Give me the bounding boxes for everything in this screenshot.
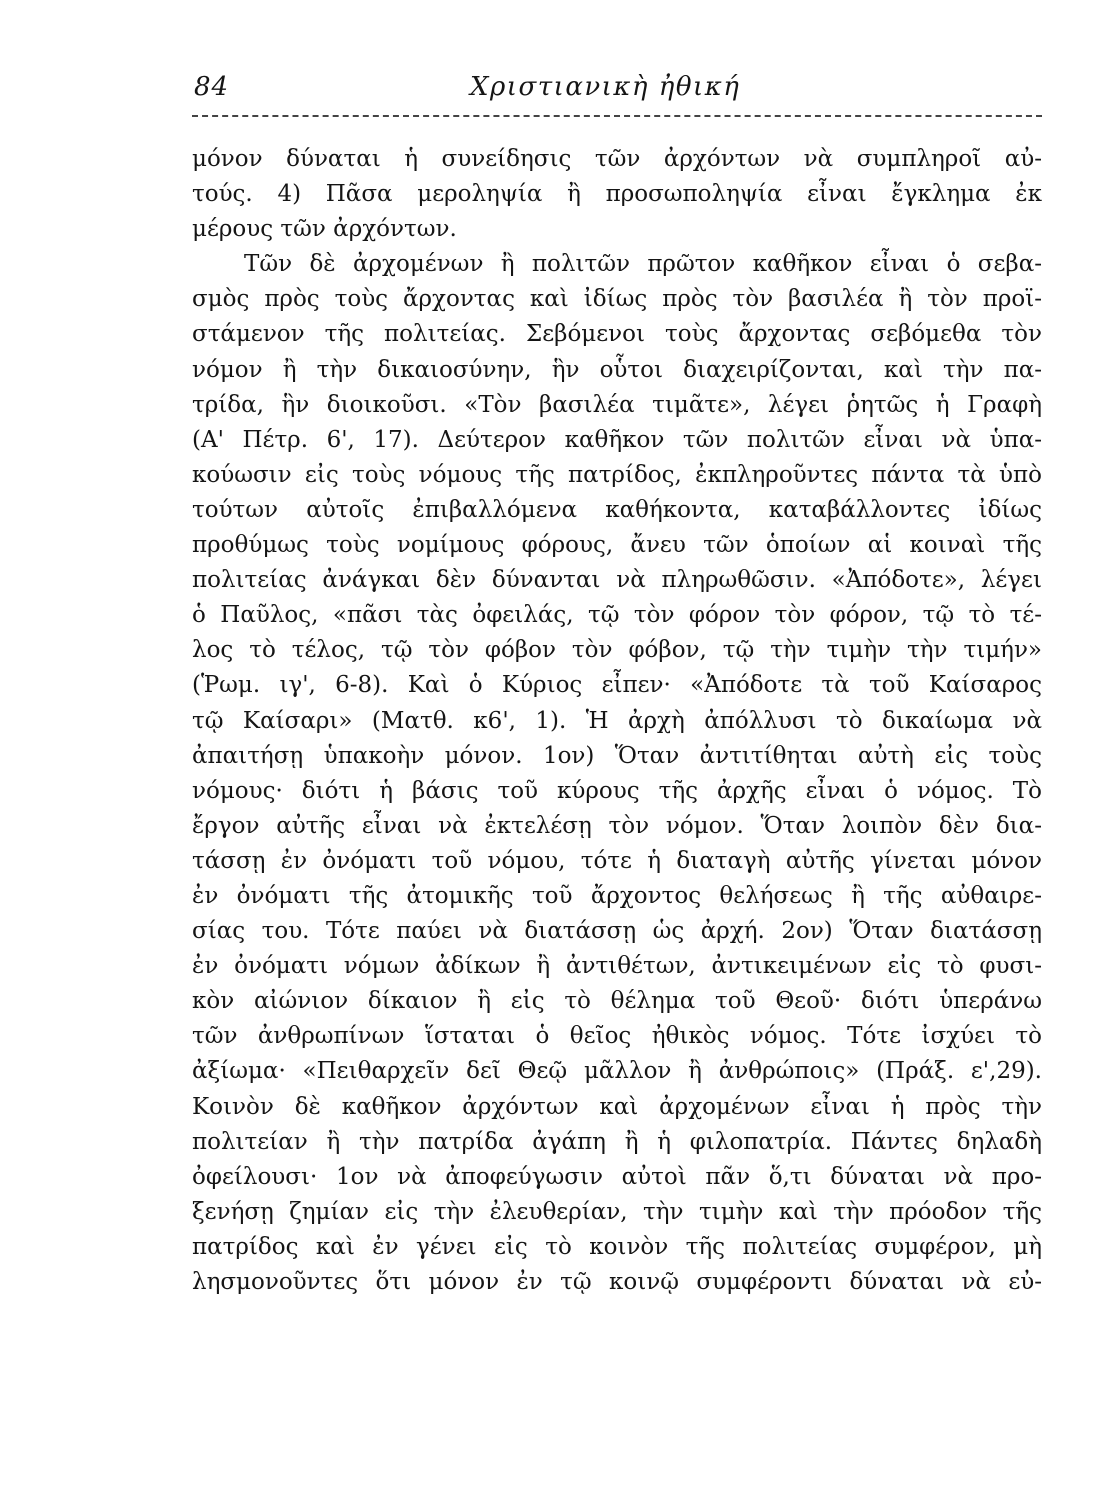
text-line: νόμον ἢ τὴν δικαιοσύνην, ἣν οὗτοι διαχειρίζονται, καὶ τὴν πα-: [192, 356, 1042, 383]
text-line: πολιτείας ἀνάγκαι δὲν δύνανται νὰ πληρωθῶσιν. «Ἀπόδοτε», λέγει: [192, 567, 1042, 594]
text-line: ὁ Παῦλος, «πᾶσι τὰς ὀφειλάς, τῷ τὸν φόρον τὸν φόρον, τῷ τὸ τέ-: [192, 602, 1042, 629]
text-line: ὀφείλουσι· 1ον νὰ ἀποφεύγωσιν αὐτοὶ πᾶν ὅ,τι δύναται νὰ προ-: [192, 1163, 1042, 1190]
text-line: Τῶν δὲ ἀρχομένων ἢ πολιτῶν πρῶτον καθῆκον εἶναι ὁ σεβα-: [244, 251, 1042, 278]
text-line: ἀξίωμα· «Πειθαρχεῖν δεῖ Θεῷ μᾶλλον ἢ ἀνθρώποις» (Πράξ. ε',29).: [192, 1058, 1042, 1085]
text-line: Κοινὸν δὲ καθῆκον ἀρχόντων καὶ ἀρχομένων εἶναι ἡ πρὸς τὴν: [192, 1093, 1042, 1120]
text-line: λος τὸ τέλος, τῷ τὸν φόβον τὸν φόβον, τῷ τὴν τιμὴν τὴν τιμήν»: [192, 637, 1042, 664]
text-line: στάμενον τῆς πολιτείας. Σεβόμενοι τοὺς ἄρχοντας σεβόμεθα τὸν: [192, 321, 1042, 348]
text-line: ἐν ὀνόματι νόμων ἀδίκων ἢ ἀντιθέτων, ἀντικειμένων εἰς τὸ φυσι-: [192, 953, 1042, 980]
text-line: τῷ Καίσαρι» (Ματθ. κ6', 1). Ἡ ἀρχὴ ἀπόλλυσι τὸ δικαίωμα νὰ: [192, 707, 1042, 734]
text-line: ἔργον αὐτῆς εἶναι νὰ ἐκτελέσῃ τὸν νόμον. Ὅταν λοιπὸν δὲν δια-: [192, 812, 1042, 839]
text-line: τάσσῃ ἐν ὀνόματι τοῦ νόμου, τότε ἡ διαταγὴ αὐτῆς γίνεται μόνον: [192, 847, 1042, 874]
text-line: ἀπαιτήσῃ ὑπακοὴν μόνον. 1ον) Ὅταν ἀντιτίθηται αὐτὴ εἰς τοὺς: [192, 742, 1042, 769]
text-line: τῶν ἀνθρωπίνων ἵσταται ὁ θεῖος ἠθικὸς νόμος. Τότε ἰσχύει τὸ: [192, 1023, 1042, 1050]
running-title: Χριστιανικὴ ἠθική: [470, 72, 741, 102]
text-line: τούτων αὐτοῖς ἐπιβαλλόμενα καθήκοντα, καταβάλλοντες ἰδίως: [192, 496, 1042, 523]
text-line: κὸν αἰώνιον δίκαιον ἢ εἰς τὸ θέλημα τοῦ Θεοῦ· διότι ὑπεράνω: [192, 988, 1042, 1015]
text-line: τρίδα, ἣν διοικοῦσι. «Τὸν βασιλέα τιμᾶτε», λέγει ῥητῶς ἡ Γραφὴ: [192, 391, 1042, 418]
text-line: πολιτείαν ἢ τὴν πατρίδα ἀγάπη ἢ ἡ φιλοπατρία. Πάντες δηλαδὴ: [192, 1128, 1042, 1155]
text-line: πατρίδος καὶ ἐν γένει εἰς τὸ κοινὸν τῆς πολιτείας συμφέρον, μὴ: [192, 1233, 1042, 1260]
text-line: σίας του. Τότε παύει νὰ διατάσσῃ ὡς ἀρχή. 2ον) Ὅταν διατάσσῃ: [192, 918, 1042, 945]
text-line: κούωσιν εἰς τοὺς νόμους τῆς πατρίδος, ἐκπληροῦντες πάντα τὰ ὑπὸ: [192, 461, 1042, 488]
text-line: λησμονοῦντες ὅτι μόνον ἐν τῷ κοινῷ συμφέροντι δύναται νὰ εὐ-: [192, 1269, 1042, 1295]
text-line: (Α' Πέτρ. 6', 17). Δεύτερον καθῆκον τῶν πολιτῶν εἶναι νὰ ὑπα-: [192, 426, 1042, 453]
text-line: ξενήσῃ ζημίαν εἰς τὴν ἐλευθερίαν, τὴν τιμὴν καὶ τὴν πρόοδον τῆς: [192, 1198, 1042, 1225]
text-line: τούς. 4) Πᾶσα μεροληψία ἢ προσωποληψία εἶναι ἔγκλημα ἐκ: [192, 181, 1042, 208]
body-text: [192, 142, 1042, 1300]
page-number: 84: [194, 72, 230, 102]
page-header: [192, 72, 1042, 108]
text-line: προθύμως τοὺς νομίμους φόρους, ἄνευ τῶν ὁποίων αἱ κοιναὶ τῆς: [192, 532, 1042, 559]
text-line: μόνον δύναται ἡ συνείδησις τῶν ἀρχόντων νὰ συμπληροῖ αὐ-: [192, 146, 1042, 172]
text-line: μέρους τῶν ἀρχόντων.: [192, 216, 457, 243]
text-line: ἐν ὀνόματι τῆς ἀτομικῆς τοῦ ἄρχοντος θελήσεως ἢ τῆς αὐθαιρε-: [192, 882, 1042, 909]
text-line: σμὸς πρὸς τοὺς ἄρχοντας καὶ ἰδίως πρὸς τὸν βασιλέα ἢ τὸν προϊ-: [192, 286, 1042, 313]
header-rule: [192, 115, 1042, 117]
text-line: (Ῥωμ. ιγ', 6-8). Καὶ ὁ Κύριος εἶπεν· «Ἀπόδοτε τὰ τοῦ Καίσαρος: [192, 672, 1042, 699]
text-line: νόμους· διότι ἡ βάσις τοῦ κύρους τῆς ἀρχῆς εἶναι ὁ νόμος. Τὸ: [192, 777, 1042, 804]
